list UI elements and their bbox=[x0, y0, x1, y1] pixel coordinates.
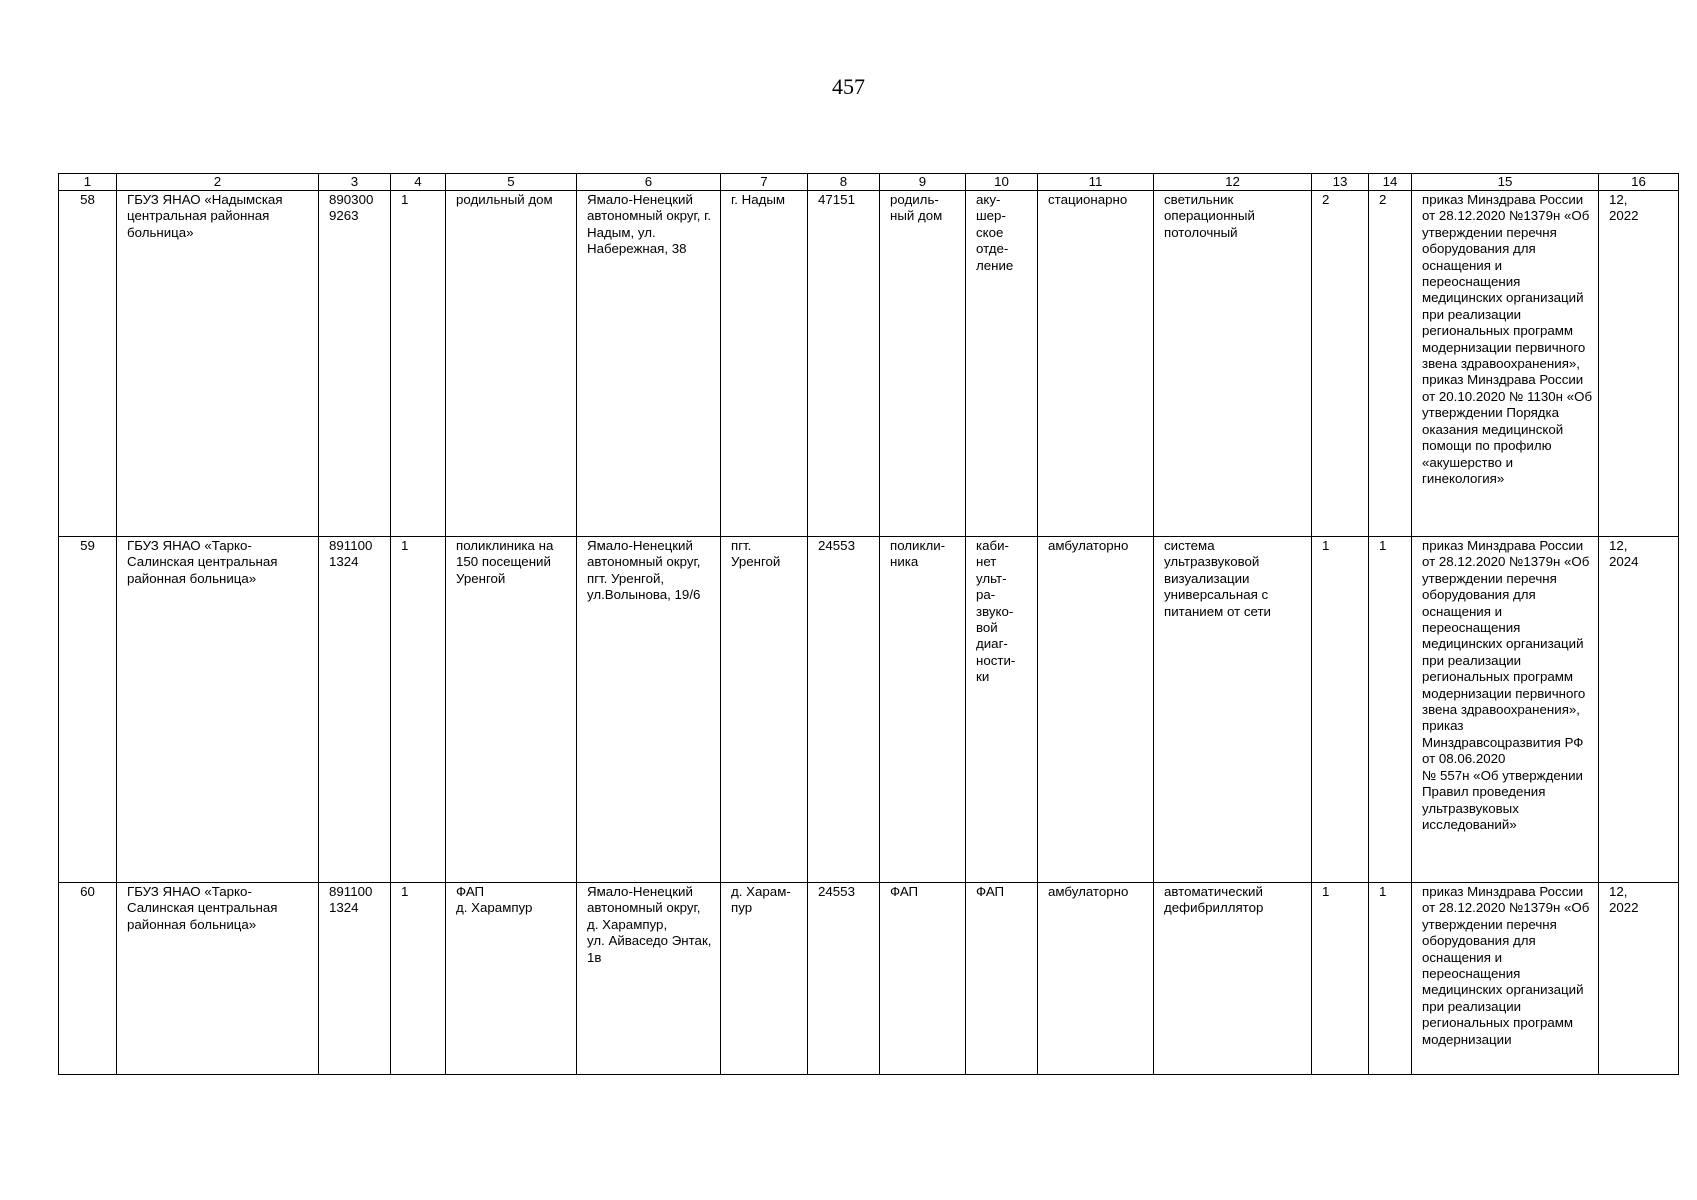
column-number: 6 bbox=[577, 174, 721, 191]
table-row bbox=[59, 883, 1679, 1075]
page-number: 457 bbox=[832, 74, 865, 99]
organization-name: ГБУЗ ЯНАО «Надымская центральная районная больница» bbox=[117, 191, 319, 537]
deadline: 12, 2022 bbox=[1599, 191, 1679, 537]
deadline: 12, 2022 bbox=[1599, 883, 1679, 1075]
column-number: 5 bbox=[446, 174, 577, 191]
department: каби- нет ульт- ра- звуко- вой диаг- ности- ки bbox=[966, 537, 1038, 883]
row-number: 58 bbox=[59, 191, 117, 537]
document-table bbox=[58, 173, 1679, 1075]
quantity: 1 bbox=[1312, 883, 1369, 1075]
column-number: 4 bbox=[391, 174, 446, 191]
column-number: 8 bbox=[808, 174, 880, 191]
table-row bbox=[59, 191, 1679, 537]
column-number: 7 bbox=[721, 174, 808, 191]
deadline: 12, 2024 bbox=[1599, 537, 1679, 883]
table-row bbox=[59, 537, 1679, 883]
equipment-name: система ультразвуковой визуализации универсальная с питанием от сети bbox=[1154, 537, 1312, 883]
population: 47151 bbox=[808, 191, 880, 537]
column-number: 1 bbox=[59, 174, 117, 191]
quantity: 2 bbox=[1312, 191, 1369, 537]
quantity: 1 bbox=[1369, 537, 1412, 883]
equipment-name: светильник операционный потолочный bbox=[1154, 191, 1312, 537]
row-number: 59 bbox=[59, 537, 117, 883]
inn-code: 890300 9263 bbox=[319, 191, 391, 537]
unit-type: поликли- ника bbox=[880, 537, 966, 883]
column-number: 3 bbox=[319, 174, 391, 191]
quantity: 2 bbox=[1369, 191, 1412, 537]
quantity: 1 bbox=[1312, 537, 1369, 883]
care-mode: стационарно bbox=[1038, 191, 1154, 537]
settlement: пгт. Уренгой bbox=[721, 537, 808, 883]
organization-name: ГБУЗ ЯНАО «Тарко-Салинская центральная районная больница» bbox=[117, 883, 319, 1075]
table-cell: 1 bbox=[391, 191, 446, 537]
care-mode: амбулаторно bbox=[1038, 537, 1154, 883]
legal-basis: приказ Минздрава России от 28.12.2020 №1379н «Об утверждении перечня оборудования для оснащения и переоснащения медицинских организаций при реализации региональных программ модернизации bbox=[1412, 883, 1599, 1075]
quantity: 1 bbox=[1369, 883, 1412, 1075]
care-mode: амбулаторно bbox=[1038, 883, 1154, 1075]
table-cell: 1 bbox=[391, 883, 446, 1075]
facility-type: поликлиника на 150 посещений Уренгой bbox=[446, 537, 577, 883]
department: ФАП bbox=[966, 883, 1038, 1075]
column-number: 15 bbox=[1412, 174, 1599, 191]
column-number: 9 bbox=[880, 174, 966, 191]
column-number: 13 bbox=[1312, 174, 1369, 191]
table-cell: 1 bbox=[391, 537, 446, 883]
legal-basis: приказ Минздрава России от 28.12.2020 №1379н «Об утверждении перечня оборудования для оснащения и переоснащения медицинских организаций при реализации региональных программ модернизации первичного звена здравоохранения», приказ Минздравсоцразвития РФ от 08.06.2020 № 557н «Об утверждении Правил проведения ультразвуковых исследований» bbox=[1412, 537, 1599, 883]
column-number-row bbox=[59, 174, 1679, 191]
population: 24553 bbox=[808, 537, 880, 883]
column-number: 11 bbox=[1038, 174, 1154, 191]
column-number: 12 bbox=[1154, 174, 1312, 191]
organization-name: ГБУЗ ЯНАО «Тарко-Салинская центральная районная больница» bbox=[117, 537, 319, 883]
row-number: 60 bbox=[59, 883, 117, 1075]
column-number: 16 bbox=[1599, 174, 1679, 191]
column-number: 2 bbox=[117, 174, 319, 191]
address: Ямало-Ненецкий автономный округ, г. Надым, ул. Набережная, 38 bbox=[577, 191, 721, 537]
unit-type: родиль- ный дом bbox=[880, 191, 966, 537]
facility-type: ФАП д. Харампур bbox=[446, 883, 577, 1075]
legal-basis: приказ Минздрава России от 28.12.2020 №1379н «Об утверждении перечня оборудования для оснащения и переоснащения медицинских организаций при реализации региональных программ модернизации первичного звена здравоохранения», приказ Минздрава России от 20.10.2020 № 1130н «Об утверждении Порядка оказания медицинской помощи по профилю «акушерство и гинекология» bbox=[1412, 191, 1599, 537]
inn-code: 891100 1324 bbox=[319, 537, 391, 883]
equipment-name: автоматический дефибриллятор bbox=[1154, 883, 1312, 1075]
facility-type: родильный дом bbox=[446, 191, 577, 537]
column-number: 14 bbox=[1369, 174, 1412, 191]
unit-type: ФАП bbox=[880, 883, 966, 1075]
address: Ямало-Ненецкий автономный округ, пгт. Уренгой, ул.Волынова, 19/6 bbox=[577, 537, 721, 883]
settlement: г. Надым bbox=[721, 191, 808, 537]
settlement: д. Харам- пур bbox=[721, 883, 808, 1075]
department: аку- шер- ское отде- ление bbox=[966, 191, 1038, 537]
column-number: 10 bbox=[966, 174, 1038, 191]
population: 24553 bbox=[808, 883, 880, 1075]
inn-code: 891100 1324 bbox=[319, 883, 391, 1075]
address: Ямало-Ненецкий автономный округ, д. Харампур, ул. Айваседо Энтак, 1в bbox=[577, 883, 721, 1075]
